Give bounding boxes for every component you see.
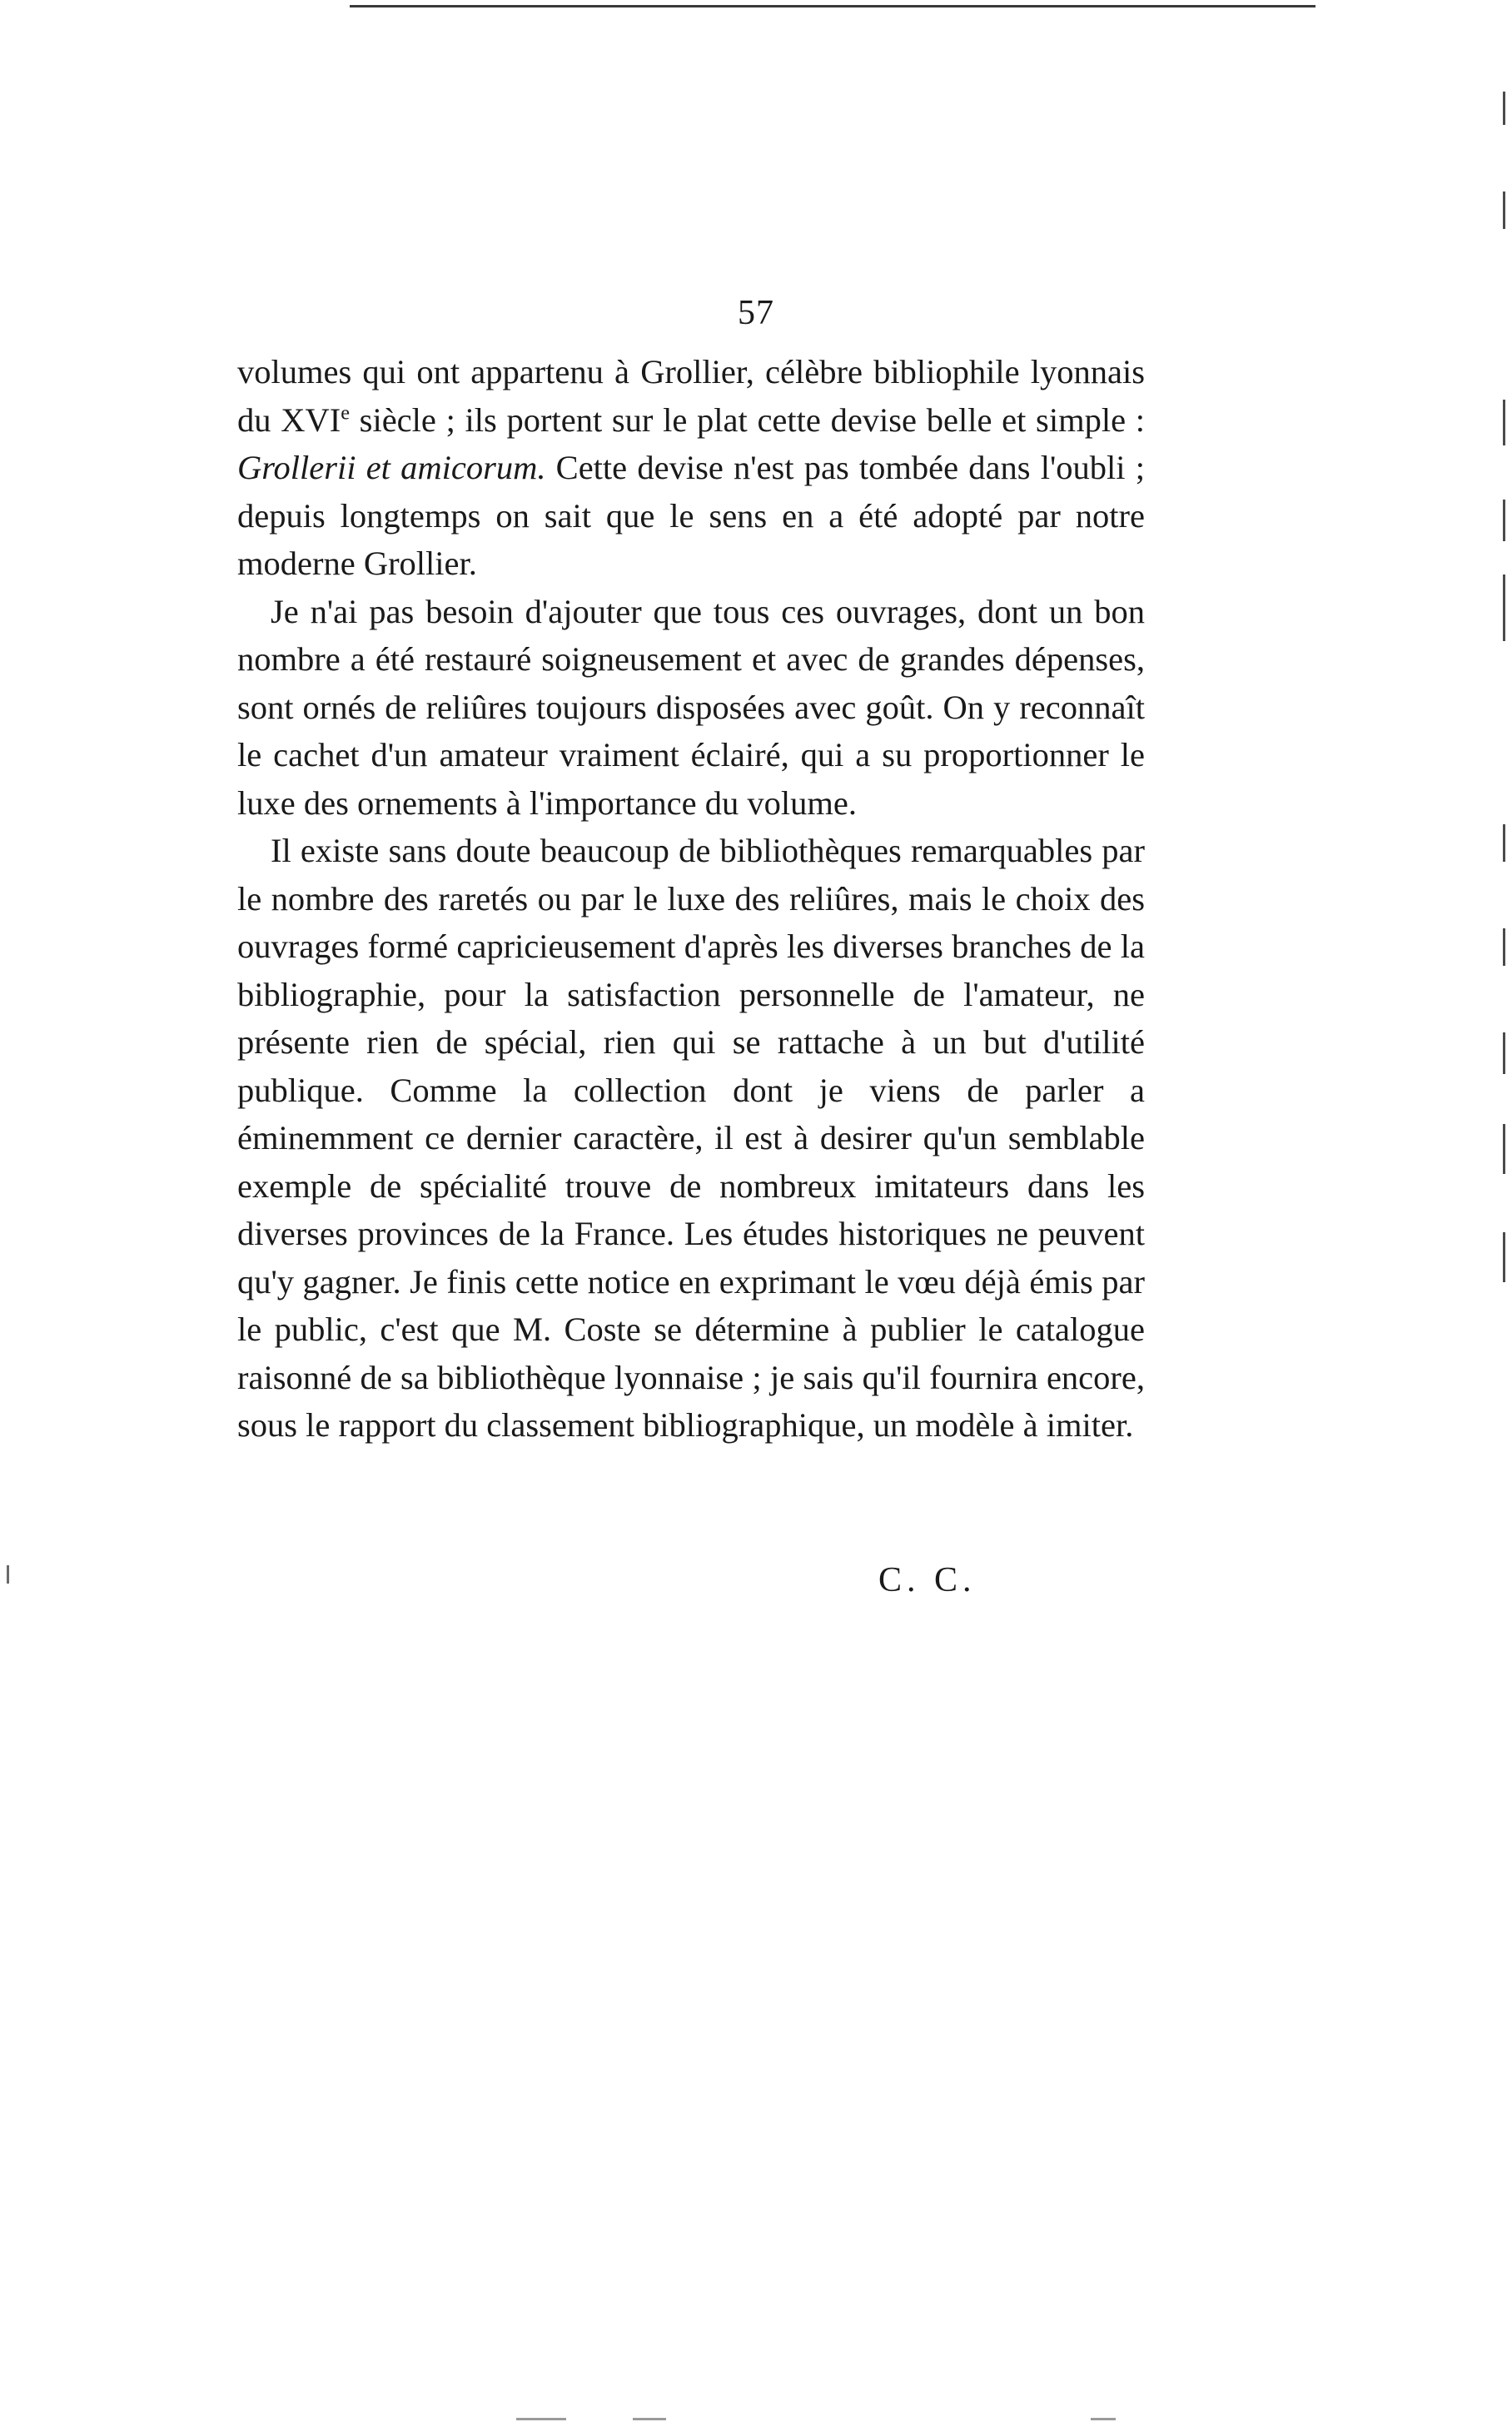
paragraph-3: Il existe sans doute beaucoup de bibliothèques remarquables par le nombre des raretés ou par le luxe des reliûres, mais le choix des ouvrages formé capricieusement d'après les diverses branches de la bibliographie, pour la satisfaction personnelle de l'amateur, ne présente rien de spécial, rien qui se rattache à un but d'utilité publique. Comme la collection dont je viens de parler a éminemment ce dernier caractère, il est à desirer qu'un semblable exemple de spécialité trouve de nombreux imitateurs dans les diverses provinces de la France. Les études historiques ne peuvent qu'y gagner. Je finis cette notice en exprimant le vœu déjà émis par le public, c'est que M. Coste se détermine à publier le catalogue raisonné de sa bibliothèque lyonnaise ; je sais qu'il fournira encore, sous le rapport du classement bibliographique, un modèle à imiter. <box>237 832 1145 1444</box>
scan-noise <box>516 2418 566 2420</box>
body-text <box>237 348 1145 1450</box>
scan-edge-mark <box>7 1565 9 1584</box>
scan-edge-mark <box>1503 500 1505 541</box>
scan-edge-mark <box>1503 824 1505 862</box>
scan-edge-mark <box>1503 574 1505 641</box>
scan-edge-mark <box>1503 928 1505 966</box>
scan-edge-mark <box>1503 400 1505 445</box>
devise-italic: Grollerii et amicorum. <box>237 449 546 486</box>
century-superscript: e <box>341 401 350 424</box>
scan-edge-mark <box>1503 1124 1505 1174</box>
page-number: 57 <box>738 294 774 332</box>
scan-edge-mark <box>1503 1032 1505 1074</box>
paragraph-2: Je n'ai pas besoin d'ajouter que tous ces ouvrages, dont un bon nombre a été restauré soigneusement et avec de grandes dépenses, sont ornés de reliûres toujours disposées avec goût. On y reconnaît le cachet d'un amateur vraiment éclairé, qui a su proportionner le luxe des ornements à l'importance du volume. <box>237 592 1145 822</box>
scan-edge-mark <box>1503 1232 1505 1282</box>
scan-border-line <box>350 5 1316 7</box>
scan-edge-mark <box>1503 92 1505 125</box>
scan-edge-mark <box>1503 191 1505 229</box>
signature: C. C. <box>878 1561 977 1599</box>
paragraph-1-text-c: Cette devise n'est pas tombée dans l'oubli ; depuis longtemps on sait que le sens en a été adopté par notre moderne Grollier. <box>237 449 1145 582</box>
paragraph-1-text-b: siècle ; ils portent sur le plat cette devise belle et simple : <box>349 400 1145 439</box>
paragraph-1 <box>237 348 1145 588</box>
paragraph-1-text-a: volumes qui ont appartenu à Grollier, célèbre bibliophile lyonnais du XVI <box>237 353 1145 439</box>
scan-noise <box>1091 2418 1116 2420</box>
scan-noise <box>633 2418 666 2420</box>
